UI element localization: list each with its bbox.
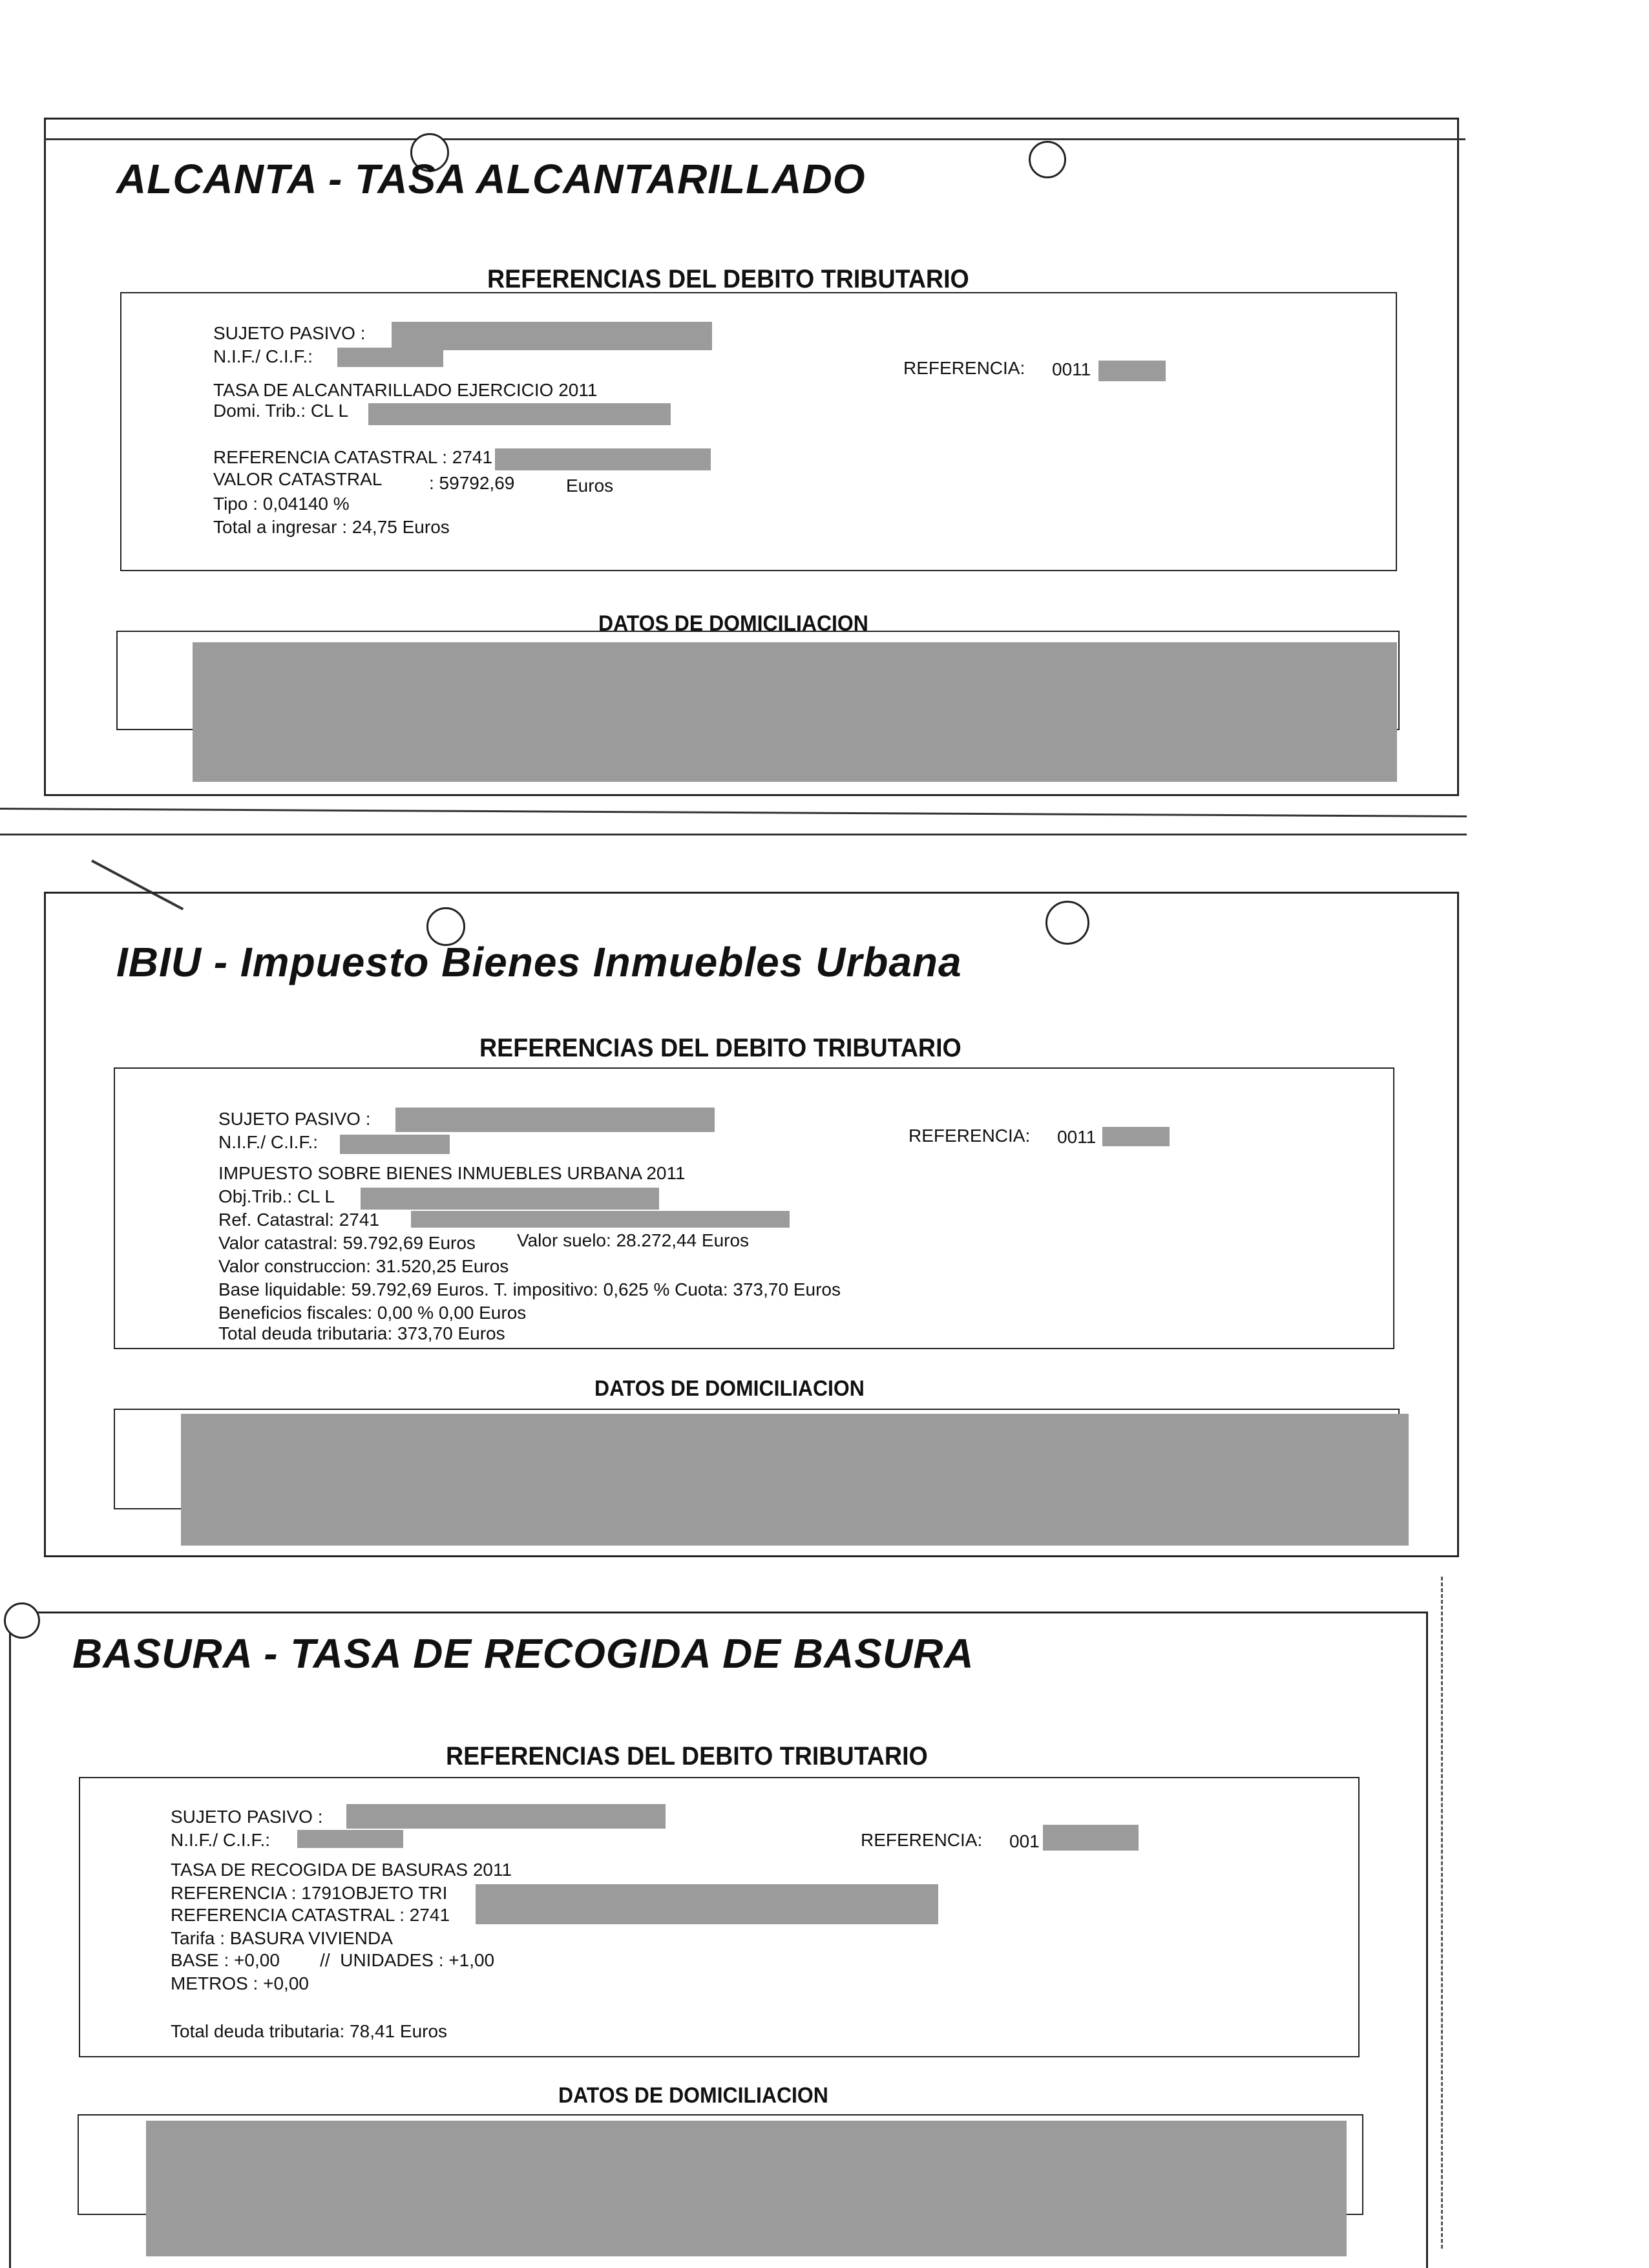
ref-catastral-line: REFERENCIA CATASTRAL : 2741 bbox=[171, 1905, 450, 1925]
nif-label: N.I.F./ C.I.F.: bbox=[213, 346, 313, 366]
alcanta-title: ALCANTA - TASA ALCANTARILLADO bbox=[116, 156, 866, 202]
sujeto-pasivo-label: SUJETO PASIVO : bbox=[213, 323, 366, 343]
basura-subtitle: REFERENCIAS DEL DEBITO TRIBUTARIO bbox=[446, 1742, 928, 1770]
redacted-sujeto bbox=[392, 322, 712, 350]
metros-line: METROS : +0,00 bbox=[171, 1973, 309, 1993]
redacted-domiciliacion bbox=[181, 1414, 1409, 1546]
scan-border-top bbox=[44, 138, 1465, 140]
redacted-domiciliacion bbox=[193, 642, 1397, 782]
redacted-catastral bbox=[495, 448, 711, 470]
tax-line: TASA DE ALCANTARILLADO EJERCICIO 2011 bbox=[213, 380, 598, 400]
nif-label: N.I.F./ C.I.F.: bbox=[171, 1830, 271, 1850]
redacted-catastral bbox=[411, 1211, 790, 1228]
nif-label: N.I.F./ C.I.F.: bbox=[218, 1132, 319, 1152]
redacted-referencia bbox=[1098, 361, 1166, 381]
redacted-domicilio bbox=[368, 403, 671, 425]
punch-hole bbox=[1029, 141, 1066, 178]
valor-catastral-value: : 59792,69 bbox=[429, 473, 515, 493]
ibiu-title: IBIU - Impuesto Bienes Inmuebles Urbana bbox=[116, 939, 962, 985]
punch-hole bbox=[1045, 901, 1089, 945]
referencia-value: 001 bbox=[1009, 1831, 1040, 1851]
domicilio-line: Domi. Trib.: CL L bbox=[213, 401, 349, 421]
redacted-catastral bbox=[476, 1884, 938, 1924]
referencia-objeto-line: REFERENCIA : 1791OBJETO TRI bbox=[171, 1883, 448, 1903]
tipo-line: Tipo : 0,04140 % bbox=[213, 494, 350, 514]
domiciliacion-label: DATOS DE DOMICILIACION bbox=[594, 1376, 865, 1401]
redacted-referencia bbox=[1043, 1825, 1139, 1851]
base-unidades-line: BASE : +0,00 // UNIDADES : +1,00 bbox=[171, 1950, 495, 1970]
ibiu-subtitle: REFERENCIAS DEL DEBITO TRIBUTARIO bbox=[479, 1034, 961, 1062]
redacted-domiciliacion bbox=[146, 2121, 1347, 2256]
total-line: Total deuda tributaria: 373,70 Euros bbox=[218, 1323, 505, 1343]
referencia-label: REFERENCIA: bbox=[903, 358, 1025, 378]
redacted-sujeto bbox=[346, 1804, 666, 1829]
total-line: Total a ingresar : 24,75 Euros bbox=[213, 517, 450, 537]
redacted-objtrib bbox=[361, 1188, 659, 1210]
valor-construccion-line: Valor construccion: 31.520,25 Euros bbox=[218, 1256, 509, 1276]
redacted-nif bbox=[297, 1830, 403, 1848]
ref-catastral-line: REFERENCIA CATASTRAL : 2741 bbox=[213, 447, 493, 467]
beneficios-line: Beneficios fiscales: 0,00 % 0,00 Euros bbox=[218, 1303, 527, 1323]
redacted-sujeto bbox=[395, 1108, 715, 1132]
referencia-value: 0011 bbox=[1052, 359, 1091, 379]
valor-catastral-line: Valor catastral: 59.792,69 Euros bbox=[218, 1233, 476, 1253]
domiciliacion-label: DATOS DE DOMICILIACION bbox=[558, 2083, 828, 2108]
obj-trib-line: Obj.Trib.: CL L bbox=[218, 1186, 335, 1206]
scan-divider bbox=[0, 808, 1467, 817]
valor-catastral-label: VALOR CATASTRAL bbox=[213, 469, 383, 489]
redacted-nif bbox=[340, 1135, 450, 1154]
domiciliacion-label: DATOS DE DOMICILIACION bbox=[598, 611, 868, 636]
tax-line: TASA DE RECOGIDA DE BASURAS 2011 bbox=[171, 1860, 512, 1880]
redacted-nif bbox=[337, 348, 443, 367]
sujeto-pasivo-label: SUJETO PASIVO : bbox=[171, 1807, 323, 1827]
valor-suelo-line: Valor suelo: 28.272,44 Euros bbox=[517, 1230, 750, 1250]
redacted-referencia bbox=[1102, 1127, 1170, 1146]
total-line: Total deuda tributaria: 78,41 Euros bbox=[171, 2021, 448, 2041]
referencia-value: 0011 bbox=[1057, 1127, 1097, 1147]
basura-title: BASURA - TASA DE RECOGIDA DE BASURA bbox=[72, 1630, 974, 1677]
punch-hole bbox=[4, 1602, 40, 1639]
ref-catastral-line: Ref. Catastral: 2741 bbox=[218, 1210, 380, 1230]
referencia-label: REFERENCIA: bbox=[909, 1126, 1031, 1146]
tax-line: IMPUESTO SOBRE BIENES INMUEBLES URBANA 2011 bbox=[218, 1163, 686, 1183]
referencia-label: REFERENCIA: bbox=[861, 1830, 983, 1850]
scan-edge bbox=[1441, 1577, 1443, 2249]
scan-divider bbox=[0, 834, 1467, 835]
base-liquidable-line: Base liquidable: 59.792,69 Euros. T. impositivo: 0,625 % Cuota: 373,70 Euros bbox=[218, 1279, 841, 1299]
sujeto-pasivo-label: SUJETO PASIVO : bbox=[218, 1109, 371, 1129]
alcanta-subtitle: REFERENCIAS DEL DEBITO TRIBUTARIO bbox=[487, 265, 969, 293]
tarifa-line: Tarifa : BASURA VIVIENDA bbox=[171, 1928, 393, 1948]
valor-catastral-unit: Euros bbox=[566, 476, 614, 496]
